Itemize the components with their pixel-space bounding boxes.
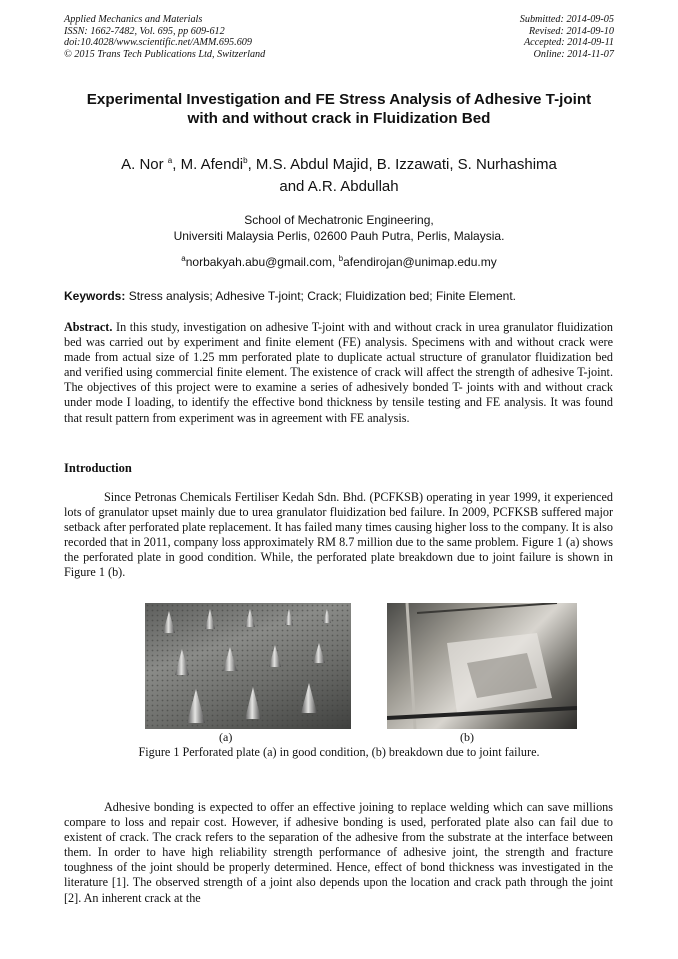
perforated-plate-photo xyxy=(145,603,351,729)
abstract-label: Abstract. xyxy=(64,320,113,334)
intro-paragraph-1: Since Petronas Chemicals Fertiliser Kedah Sdn. Bhd. (PCFKSB) operating in year 1999, it experienced lots of granulator upset mainly due to urea granulator fluidization bed failure. In 2009, PCFKSB suffered major setback after perforated plate replacement. It has failed many times causing higher loss to the company. It is also recorded that in 2011, company loss approximately RM 8.7 million due to the same problem. Figure 1 (a) shows the perforated plate in good condition. While, the perforated plate breakdown due to joint failure is shown in Figure 1 (b). xyxy=(64,490,613,580)
author-emails xyxy=(40,254,638,270)
affiliation-line-2: Universiti Malaysia Perlis, 02600 Pauh Putra, Perlis, Malaysia. xyxy=(173,229,505,243)
paper-title xyxy=(40,90,638,128)
keywords xyxy=(64,289,624,304)
abstract-text: In this study, investigation on adhesive T-joint with and without crack in urea granulator fluidization bed was carried out by experiment and finite element (FE) analysis. Specimens with and without crack were made from actual size of 1.25 mm perforated plate to duplicate actual structure of granulator fluidization bed and verified using commercial finite element. The existence of crack will affect the strength of adhesive T-joint. The objectives of this project were to examine a series of adhesively bonded T- joints with and without crack under mode I loading, to identify the effective bond thickness by tensile testing and FE analysis. It was found that result pattern from experiment was in agreement with FE analysis. xyxy=(64,320,613,425)
online-date: Online: 2014-11-07 xyxy=(533,48,614,60)
email-marker-a: a xyxy=(181,254,186,263)
title-line-2: with and without crack in Fluidization Bed xyxy=(187,110,491,127)
figure-1b-image xyxy=(387,603,577,729)
accepted-date: Accepted: 2014-09-11 xyxy=(523,37,614,49)
email-a[interactable]: norbakyah.abu@gmail.com xyxy=(185,255,332,269)
author-nor: A. Nor xyxy=(121,156,168,173)
abstract xyxy=(64,320,613,426)
copyright-line: © 2015 Trans Tech Publications Ltd, Switzerland xyxy=(64,48,266,60)
figure-1b-label: (b) xyxy=(460,730,474,744)
affiliation xyxy=(40,212,638,244)
keywords-text: Stress analysis; Adhesive T-joint; Crack; Fluidization bed; Finite Element. xyxy=(125,289,516,303)
introduction-heading: Introduction xyxy=(64,461,132,475)
figure-1a-image xyxy=(145,603,351,729)
keywords-label: Keywords: xyxy=(64,289,126,303)
authors xyxy=(40,154,638,198)
affiliation-line-1: School of Mechatronic Engineering, xyxy=(244,213,434,227)
issn-line: ISSN: 1662-7482, Vol. 695, pp 609-612 xyxy=(64,25,225,37)
authors-line-2: and A.R. Abdullah xyxy=(279,178,399,195)
authors-line-1 xyxy=(40,154,638,176)
email-b[interactable]: afendirojan@unimap.edu.my xyxy=(343,255,497,269)
broken-plate-photo xyxy=(387,603,577,729)
affil-marker-a: a xyxy=(167,156,173,165)
journal-header-left xyxy=(64,14,265,60)
author-afendi: , M. Afendi xyxy=(172,156,244,173)
email-marker-b: b xyxy=(338,254,344,263)
intro-paragraph-2: Adhesive bonding is expected to offer an effective joining to replace welding which can save millions compare to loss and repair cost. However, if adhesive bonding is used, perforated plate also can fail due to existent of crack. The crack refers to the separation of the adhesive from the substrate at the interface between them. In order to have high reliability strength performance of adhesive joint, the strength and fracture toughness of the joint should be properly determined. Hence, effect of bond thickness was investigated in the literature [1]. The observed strength of a joint also depends upon the location and crack path through the joint [2]. An inherent crack at the xyxy=(64,800,613,905)
journal-name: Applied Mechanics and Materials xyxy=(64,14,203,25)
authors-rest: , M.S. Abdul Majid, B. Izzawati, S. Nurhashima xyxy=(247,156,557,173)
submitted-date: Submitted: 2014-09-05 xyxy=(519,14,614,25)
doi-line: doi:10.4028/www.scientific.net/AMM.695.609 xyxy=(64,37,252,49)
revised-date: Revised: 2014-09-10 xyxy=(528,25,614,37)
title-line-1: Experimental Investigation and FE Stress Analysis of Adhesive T-joint xyxy=(86,91,592,108)
figure-1-caption: Figure 1 Perforated plate (a) in good condition, (b) breakdown due to joint failure. xyxy=(138,745,540,759)
figure-1a-label: (a) xyxy=(219,730,233,744)
journal-header-right xyxy=(520,14,614,60)
email-separator: , xyxy=(331,255,339,269)
affil-marker-b: b xyxy=(243,156,248,165)
